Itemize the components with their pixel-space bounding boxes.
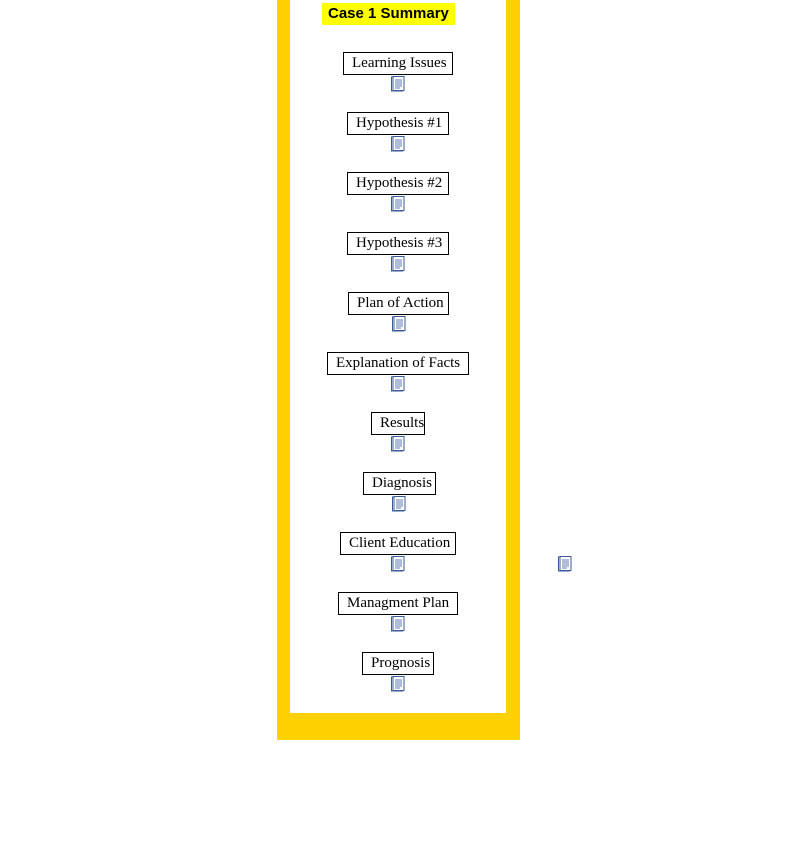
node-prognosis[interactable]: Prognosis (362, 652, 434, 675)
document-icon[interactable] (390, 676, 406, 694)
document-icon[interactable] (391, 316, 407, 334)
yellow-frame-left (277, 0, 290, 740)
node-learning-issues[interactable]: Learning Issues (343, 52, 453, 75)
node-results[interactable]: Results (371, 412, 425, 435)
document-icon[interactable] (390, 76, 406, 94)
node-hypothesis-3[interactable]: Hypothesis #3 (347, 232, 449, 255)
document-icon[interactable] (390, 616, 406, 634)
node-diagnosis[interactable]: Diagnosis (363, 472, 436, 495)
document-icon[interactable] (390, 436, 406, 454)
page-title: Case 1 Summary (322, 3, 455, 25)
document-icon[interactable] (557, 556, 573, 574)
node-hypothesis-1[interactable]: Hypothesis #1 (347, 112, 449, 135)
document-icon[interactable] (390, 556, 406, 574)
node-client-education[interactable]: Client Education (340, 532, 456, 555)
document-icon[interactable] (390, 196, 406, 214)
node-plan-of-action[interactable]: Plan of Action (348, 292, 449, 315)
document-icon[interactable] (391, 496, 407, 514)
document-icon[interactable] (390, 136, 406, 154)
yellow-frame-right (506, 0, 520, 740)
yellow-frame-bottom (290, 713, 506, 740)
node-managment-plan[interactable]: Managment Plan (338, 592, 458, 615)
document-icon[interactable] (390, 256, 406, 274)
node-explanation-of-facts[interactable]: Explanation of Facts (327, 352, 469, 375)
node-hypothesis-2[interactable]: Hypothesis #2 (347, 172, 449, 195)
document-icon[interactable] (390, 376, 406, 394)
